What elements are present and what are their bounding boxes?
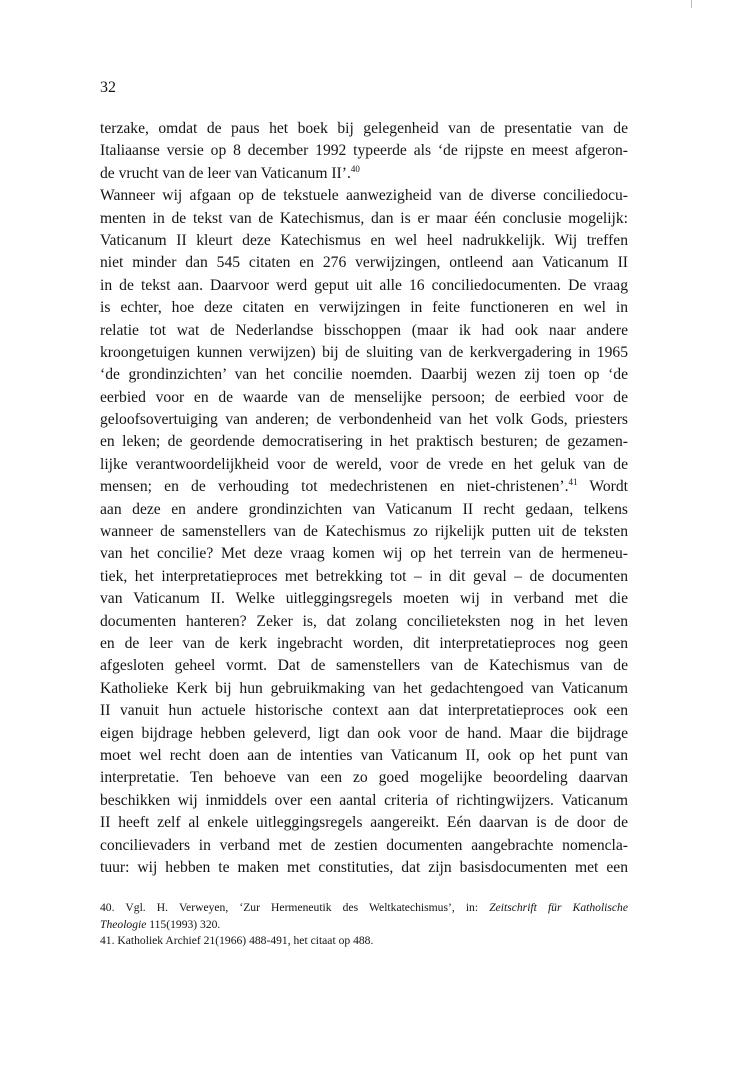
text-line (100, 566, 628, 588)
text-line-content: menten in de tekst van de Katechismus, dan is er maar één conclusie mogelijk: (100, 209, 628, 227)
text-line-content: terzake, omdat de paus het boek bij gelegenheid van de presentatie van de (100, 120, 628, 137)
text-line (100, 812, 628, 834)
text-line (100, 521, 628, 543)
text-line (100, 208, 628, 230)
text-line-content: II heeft zelf al enkele uitleggingsregels aangereikt. Eén daarvan is de door de (100, 814, 628, 832)
text-line (100, 678, 628, 700)
footnote-40-line-2 (100, 917, 628, 934)
text-line (100, 700, 628, 722)
text-line (100, 633, 628, 655)
text-line-content: Italiaanse versie op 8 december 1992 typeerde als ‘de rijpste en meest afgeron- (100, 142, 628, 160)
text-line-content: concilievaders in verband met de zestien documenten aangebrachte nomencla- (100, 836, 628, 854)
text-line (100, 835, 628, 857)
text-line-tail: Wordt (577, 478, 628, 496)
scan-edge-mark (691, 0, 692, 8)
text-line (100, 543, 628, 565)
text-line-content: en leken; de geordende democratisering in het praktisch besturen; de gezamen- (100, 433, 628, 451)
text-line-content: relatie tot wat de Nederlandse bisschoppen (maar ik had ook naar andere (100, 321, 628, 339)
text-line (100, 745, 628, 767)
text-line-content: niet minder dan 545 citaten en 276 verwijzingen, ontleend aan Vaticanum II (100, 254, 628, 272)
text-line-content: lijke verantwoordelijkheid voor de wereld, voor de vrede en het geluk van de (100, 455, 628, 473)
text-line-content: documenten hanteren? Zeker is, dat zolang concilieteksten nog in het leven (100, 612, 628, 630)
text-line (100, 767, 628, 789)
text-line-content: tiek, het interpretatieproces met betrekking tot – in dit geval – de documenten (100, 567, 628, 585)
text-line (100, 790, 628, 812)
text-line (100, 476, 628, 498)
text-line-content: in de tekst aan. Daarvoor werd geput uit alle 16 conciliedocumenten. De vraag (100, 276, 628, 294)
text-line-content: eerbied voor en de waarde van de menselijke persoon; de eerbied voor de (100, 388, 628, 406)
text-line (100, 252, 628, 274)
text-line-content: II vanuit hun actuele historische context aan dat interpretatieproces ook een (100, 702, 628, 720)
body-text (100, 118, 628, 879)
text-line-content: afgesloten geheel vormt. Dat de samenstellers van de Katechismus van de (100, 657, 628, 675)
text-line-content: de vrucht van de leer van Vaticanum II’. (100, 164, 351, 182)
text-line-content: ‘de grondinzichten’ van het concilie noemden. Daarbij wezen zij toen op ‘de (100, 366, 628, 384)
text-line-content: aan deze en andere grondinzichten van Vaticanum II recht gedaan, telkens (100, 500, 628, 518)
footnote-40-line-1 (100, 900, 628, 917)
text-line (100, 431, 628, 453)
text-line-content: Vaticanum II kleurt deze Katechismus en wel heel nadrukkelijk. Wij treffen (100, 231, 628, 249)
footnote-40-suffix: 115(1993) 320. (146, 917, 221, 931)
text-line-content: en de leer van de kerk ingebracht worden, dit interpretatieproces nog geen (100, 634, 628, 652)
text-line (100, 857, 628, 879)
text-line-content: Katholieke Kerk bij hun gebruikmaking van het gedachtengoed van Vaticanum (100, 679, 628, 697)
text-line (100, 499, 628, 521)
text-line-content: moet wel recht doen aan de intenties van Vaticanum II, ook op het punt van (100, 746, 628, 764)
text-line (100, 163, 628, 185)
text-line (100, 655, 628, 677)
footnote-40-journal-cont: Theologie (100, 917, 147, 931)
text-line (100, 118, 628, 140)
text-line-content: beschikken wij inmiddels over een aantal criteria of richtingwijzers. Vaticanum (100, 791, 628, 809)
text-line (100, 275, 628, 297)
text-line (100, 454, 628, 476)
text-line-content: kroongetuigen kunnen verwijzen) bij de sluiting van de kerkvergadering in 1965 (100, 343, 628, 361)
text-line (100, 409, 628, 431)
text-line (100, 387, 628, 409)
text-line (100, 320, 628, 342)
text-line-content: mensen; en de verhouding tot medechristenen en niet-christenen’. (100, 478, 569, 496)
text-line-content: geloofsovertuiging van anderen; de verbondenheid van het volk Gods, priesters (100, 411, 628, 429)
text-line (100, 297, 628, 319)
text-line-content: eigen bijdrage hebben geleverd, ligt dan ook voor de hand. Maar die bijdrage (100, 724, 628, 742)
text-line (100, 364, 628, 386)
text-line (100, 185, 628, 207)
text-line-content: van het concilie? Met deze vraag komen wij op het terrein van de hermeneu- (100, 545, 628, 563)
footnote-41: 41. Katholiek Archief 21(1966) 488-491, het citaat op 488. (100, 934, 374, 947)
text-line (100, 723, 628, 745)
text-line (100, 230, 628, 252)
text-line (100, 588, 628, 610)
text-line (100, 342, 628, 364)
footnote-reference[interactable]: 40 (350, 163, 360, 174)
footnote-40-prefix: 40. Vgl. H. Verweyen, ‘Zur Hermeneutik des Weltkatechismus’, in: (100, 901, 490, 914)
text-line-content: van Vaticanum II. Welke uitleggingsregels moeten wij in verband met die (100, 590, 628, 608)
page-number: 32 (100, 79, 116, 96)
text-line-content: interpretatie. Ten behoeve van een zo goed mogelijke beoordeling daarvan (100, 769, 628, 787)
text-line (100, 140, 628, 162)
text-line-content: is echter, hoe deze citaten en verwijzingen in feite functioneren en wel in (100, 299, 628, 317)
footnote-reference[interactable]: 41 (568, 477, 578, 488)
text-line-content: tuur: wij hebben te maken met constituties, dat zijn basisdocumenten met een (100, 858, 628, 876)
footnote-40-journal: Zeitschrift für Katholische (489, 901, 628, 914)
text-line-content: wanneer de samenstellers van de Katechismus zo rijkelijk putten uit de teksten (100, 523, 628, 541)
text-line (100, 611, 628, 633)
text-line-content: Wanneer wij afgaan op de tekstuele aanwezigheid van de diverse conciliedocu- (100, 187, 628, 205)
footnotes (100, 900, 628, 950)
